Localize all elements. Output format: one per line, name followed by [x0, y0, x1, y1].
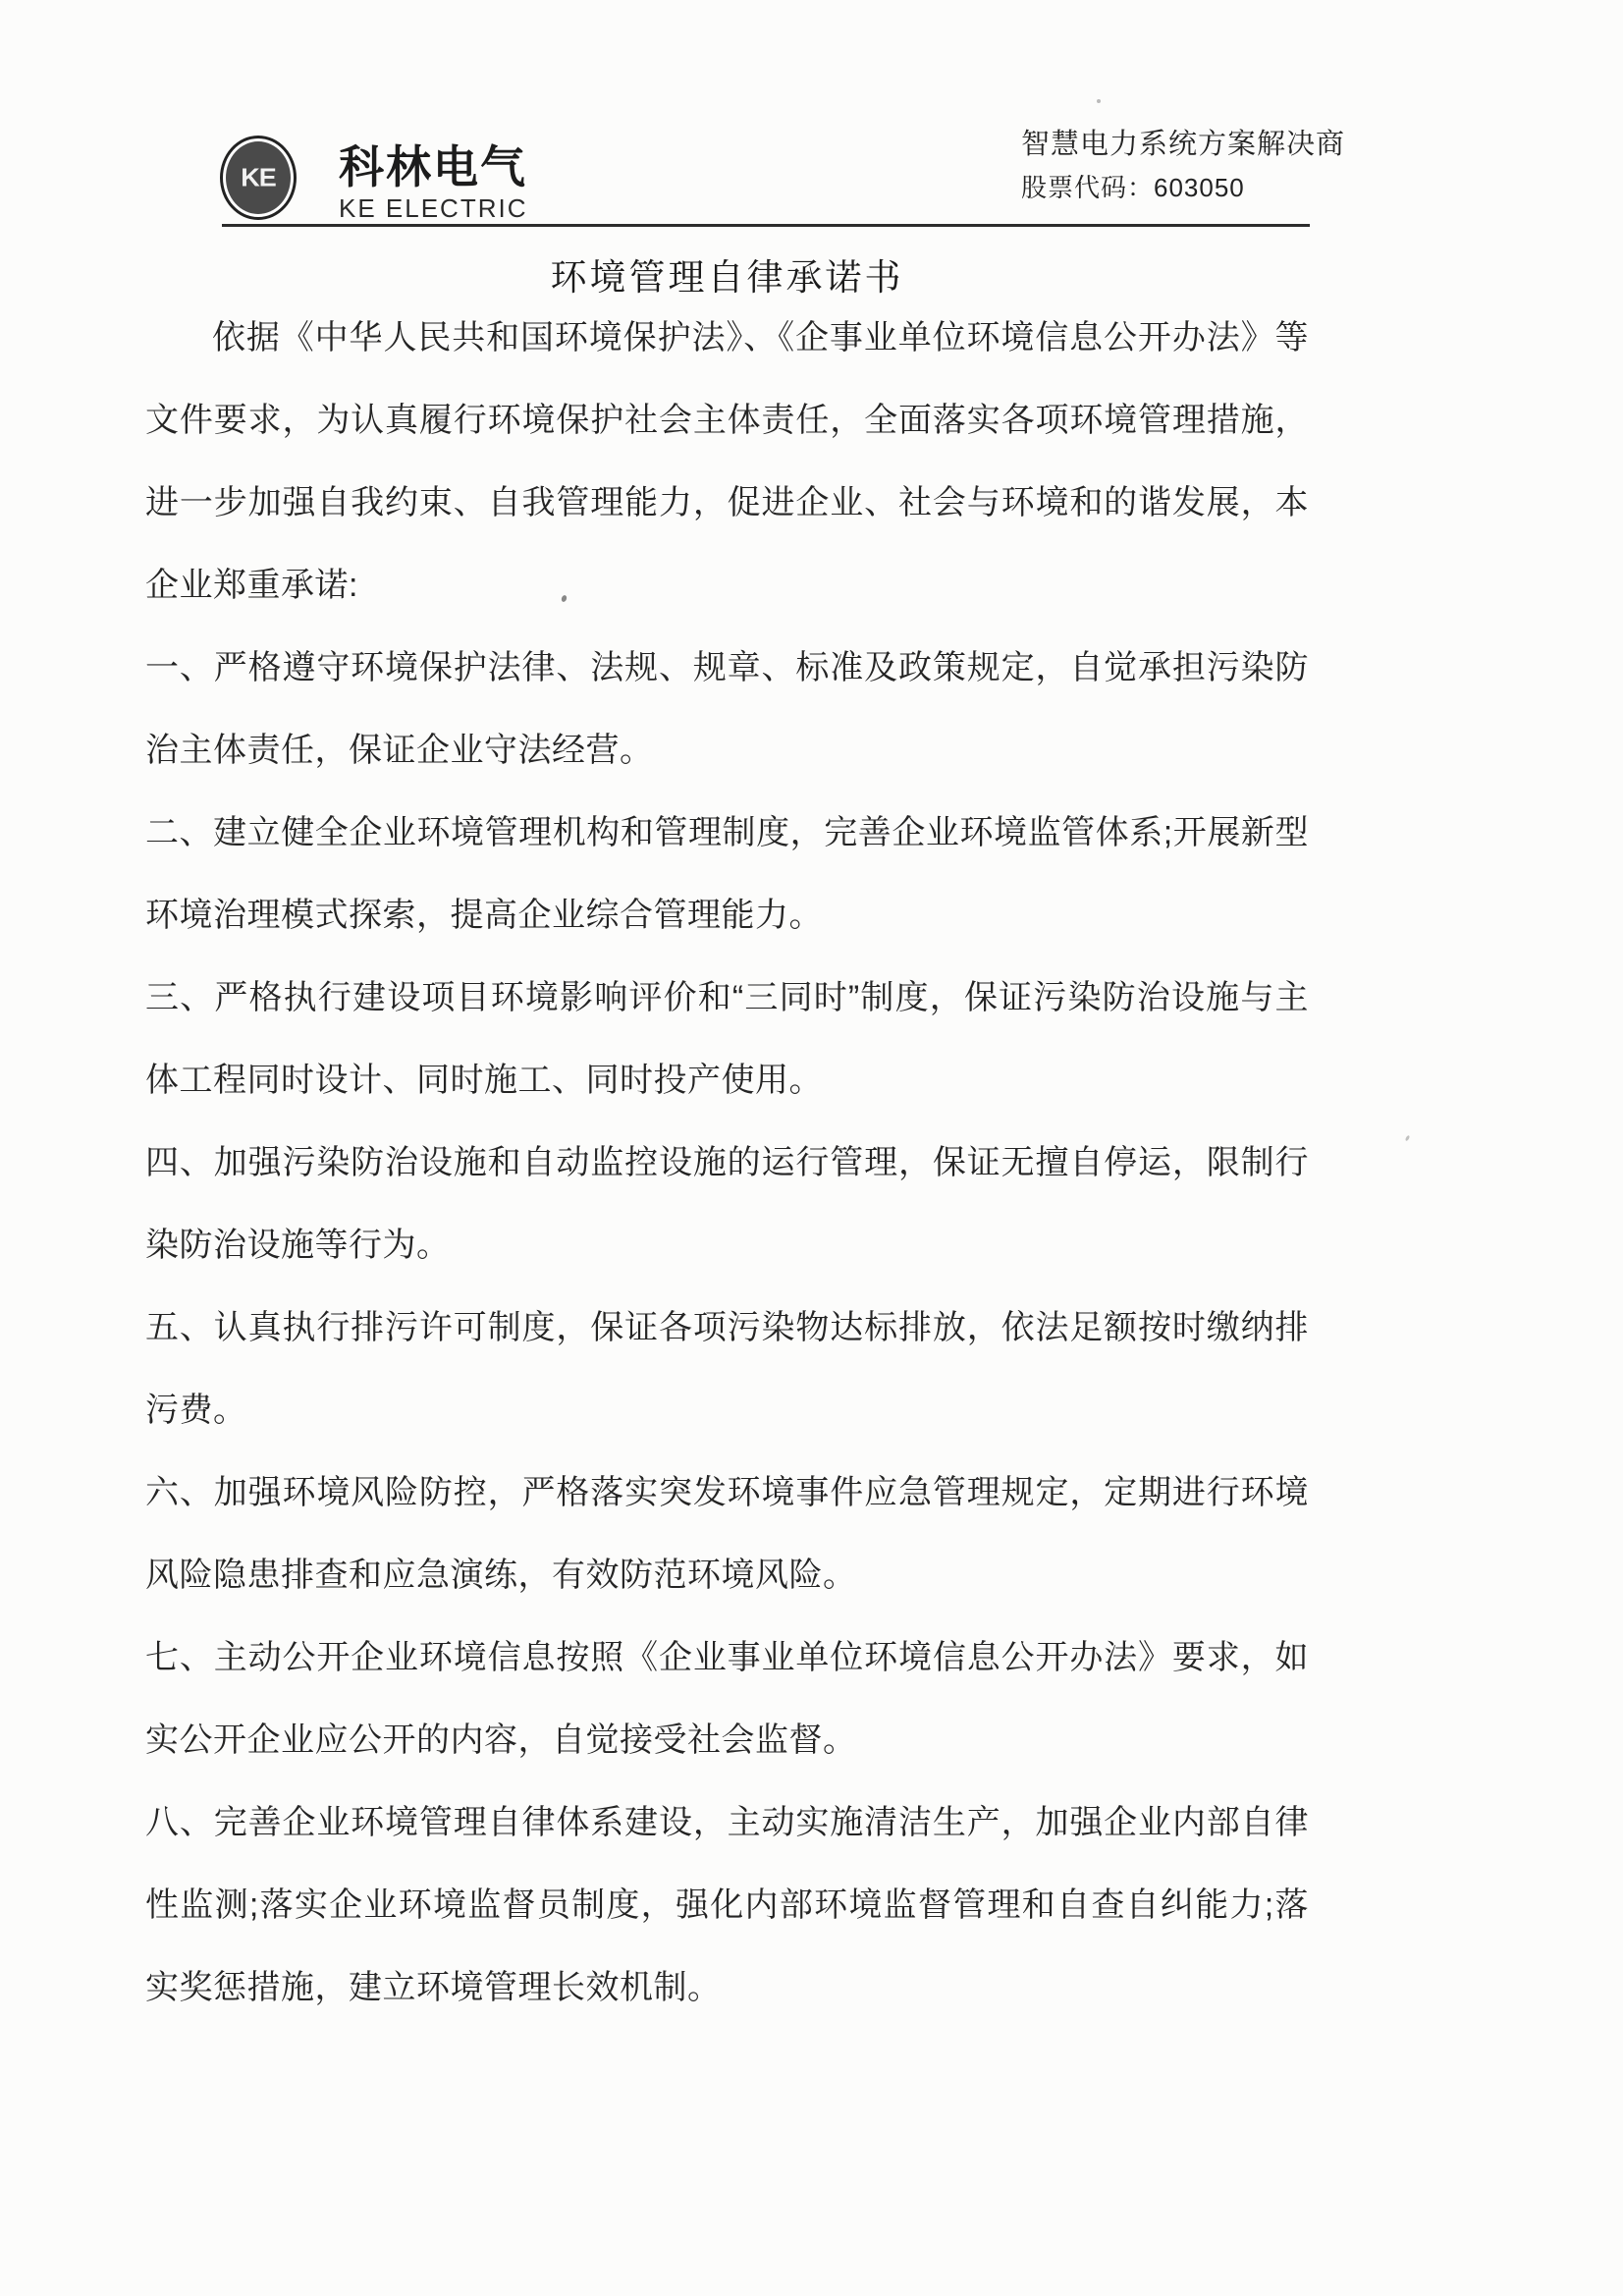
company-name-cn: 科林电气: [339, 141, 527, 192]
company-name-en: KE ELECTRIC: [339, 193, 528, 223]
document-paragraph: 七、主动公开企业环境信息按照《企业事业单位环境信息公开办法》要求，如实公开企业应公开的内容，自觉接受社会监督。: [145, 1639, 1309, 1759]
logo-disk: [226, 141, 291, 214]
logo-monogram: KE: [241, 163, 276, 191]
header-right-block: [1021, 131, 1345, 200]
scan-speck: [1097, 99, 1101, 103]
company-logo-icon: [220, 136, 297, 220]
document-title: 环境管理自律承诺书: [550, 257, 904, 298]
document-paragraph: 八、完善企业环境管理自律体系建设，主动实施清洁生产，加强企业内部自律性监测;落实企业环境监督员制度，强化内部环境监督管理和自查自纠能力;落实奖惩措施，建立环境管理长效机制。: [145, 1804, 1309, 2006]
document-paragraph: 依据《中华人民共和国环境保护法》、《企事业单位环境信息公开办法》等文件要求，为认真履行环境保护社会主体责任，全面落实各项环境管理措施，进一步加强自我约束、自我管理能力，促进企业、社会与环境和的谐发展，本企业郑重承诺:: [145, 319, 1309, 604]
scan-speck: [1405, 1135, 1411, 1142]
stock-code: 股票代码：603050: [1021, 173, 1245, 202]
document-paragraph: 三、严格执行建设项目环境影响评价和“三同时”制度，保证污染防治设施与主体工程同时设计、同时施工、同时投产使用。: [145, 979, 1309, 1099]
document-paragraph: 二、建立健全企业环境管理机构和管理制度，完善企业环境监管体系;开展新型环境治理模式探索，提高企业综合管理能力。: [145, 814, 1309, 934]
document-body: [145, 297, 1309, 2029]
document-paragraph: 一、严格遵守环境保护法律、法规、规章、标准及政策规定，自觉承担污染防治主体责任，保证企业守法经营。: [145, 649, 1309, 769]
company-brand: [339, 141, 528, 223]
company-tagline: 智慧电力系统方案解决商: [1021, 129, 1346, 160]
header-divider: [222, 224, 1310, 227]
document-paragraph: 六、加强环境风险防控，严格落实突发环境事件应急管理规定，定期进行环境风险隐患排查和应急演练，有效防范环境风险。: [145, 1474, 1309, 1594]
document-paragraph: 五、认真执行排污许可制度，保证各项污染物达标排放，依法足额按时缴纳排污费。: [145, 1309, 1309, 1429]
document-paragraph: 四、加强污染防治设施和自动监控设施的运行管理，保证无擅自停运，限制行染防治设施等行为。: [145, 1144, 1309, 1264]
